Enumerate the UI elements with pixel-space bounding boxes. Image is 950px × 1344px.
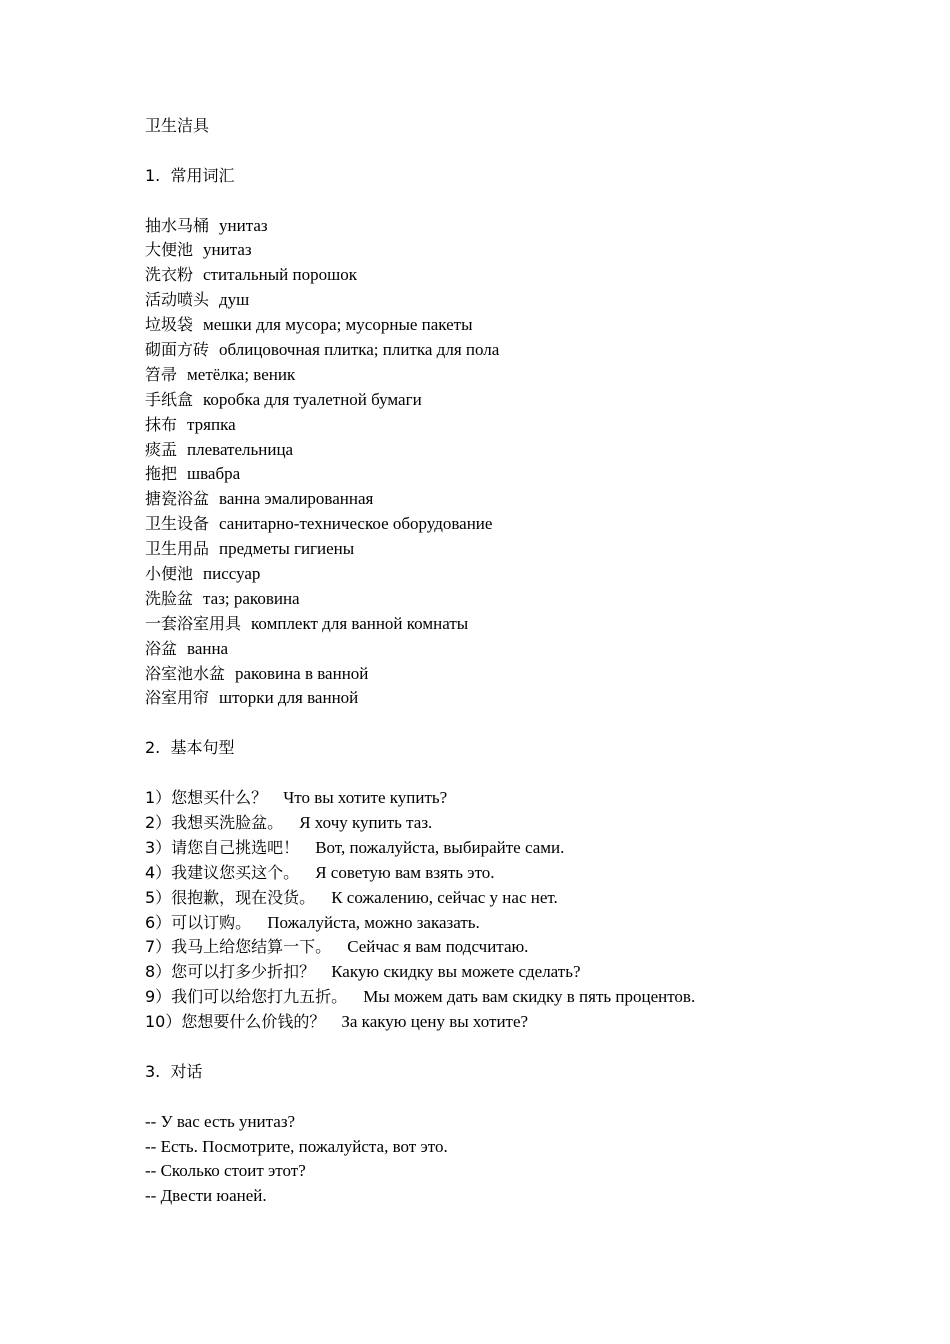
vocab-chinese: 笤帚 [145, 364, 178, 384]
sentence-item [145, 886, 905, 911]
dialogue-list [145, 1110, 905, 1210]
sentence-item [145, 911, 905, 936]
vocab-chinese: 小便池 [145, 564, 194, 584]
spacer [145, 761, 905, 786]
vocab-russian: предметы гигиены [219, 539, 355, 559]
vocab-chinese: 拖把 [145, 464, 178, 484]
vocab-item [145, 487, 905, 512]
vocab-item [145, 587, 905, 612]
vocab-russian: облицовочная плитка; плитка для пола [219, 340, 500, 360]
vocab-chinese: 浴室用帘 [145, 688, 210, 708]
spacer [145, 139, 905, 164]
sentence-russian: Вот, пожалуйста, выбирайте сами. [315, 837, 565, 857]
sentence-russian: Мы можем дать вам скидку в пять процентов. [363, 987, 696, 1007]
sentence-chinese: 2）我想买洗脸盆。 [145, 812, 284, 832]
sentence-list [145, 786, 905, 1035]
vocab-chinese: 手纸盒 [145, 389, 194, 409]
vocab-russian: таз; раковина [203, 588, 300, 608]
vocab-chinese: 搪瓷浴盆 [145, 489, 210, 509]
vocab-russian: писсуар [203, 564, 261, 584]
vocab-item [145, 313, 905, 338]
sentence-item [145, 1010, 905, 1035]
vocab-chinese: 洗衣粉 [145, 265, 194, 285]
section-heading-dialogue: 3. 对话 [145, 1061, 203, 1081]
spacer [145, 711, 905, 736]
vocab-russian: ванна эмалированная [219, 489, 374, 509]
vocab-russian: душ [219, 290, 250, 310]
vocab-item [145, 238, 905, 263]
section-heading-sentences: 2. 基本句型 [145, 738, 235, 758]
vocab-russian: мешки для мусора; мусорные пакеты [203, 315, 473, 335]
sentence-russian: Пожалуйста, можно заказать. [267, 912, 480, 932]
dialogue-line: -- Двести юаней. [145, 1186, 267, 1206]
vocab-item [145, 288, 905, 313]
vocab-item [145, 537, 905, 562]
sentence-item [145, 861, 905, 886]
vocab-russian: плевательница [187, 439, 294, 459]
vocab-item [145, 388, 905, 413]
document-title: 卫生洁具 [145, 116, 210, 135]
vocab-russian: ститальный порошок [203, 265, 357, 285]
sentence-russian: К сожалению, сейчас у нас нет. [331, 887, 558, 907]
sentence-chinese: 9）我们可以给您打九五折。 [145, 987, 348, 1007]
sentence-chinese: 1）您想买什么？ [145, 788, 268, 808]
spacer [145, 1035, 905, 1060]
dialogue-line: -- Есть. Посмотрите, пожалуйста, вот это. [145, 1136, 448, 1156]
vocab-chinese: 卫生设备 [145, 514, 210, 534]
sentence-item [145, 985, 905, 1010]
vocab-item [145, 363, 905, 388]
sentence-russian: Я хочу купить таз. [299, 812, 433, 832]
vocab-item [145, 462, 905, 487]
sentence-item [145, 935, 905, 960]
vocab-item [145, 438, 905, 463]
sentence-chinese: 3）请您自己挑选吧！ [145, 837, 300, 857]
vocab-chinese: 浴盆 [145, 638, 178, 658]
vocab-chinese: 抹布 [145, 414, 178, 434]
vocab-chinese: 痰盂 [145, 439, 178, 459]
sentence-item [145, 811, 905, 836]
vocab-russian: коробка для туалетной бумаги [203, 389, 422, 409]
vocab-item [145, 413, 905, 438]
vocab-chinese: 抽水马桶 [145, 215, 210, 235]
spacer [145, 1085, 905, 1110]
sentence-russian: Сейчас я вам подсчитаю. [347, 937, 529, 957]
section-heading-vocabulary: 1. 常用词汇 [145, 165, 235, 185]
sentence-russian: Какую скидку вы можете сделать? [331, 962, 581, 982]
vocab-russian: тряпка [187, 414, 236, 434]
sentence-item [145, 786, 905, 811]
sentence-russian: Я советую вам взять это. [315, 862, 495, 882]
vocab-russian: санитарно-техническое оборудование [219, 514, 493, 534]
vocab-item [145, 686, 905, 711]
vocab-chinese: 卫生用品 [145, 539, 210, 559]
vocab-item [145, 637, 905, 662]
vocab-russian: ванна [187, 638, 229, 658]
vocab-chinese: 垃圾袋 [145, 315, 194, 335]
vocab-item [145, 338, 905, 363]
vocab-item [145, 612, 905, 637]
vocab-russian: унитаз [219, 215, 268, 235]
vocab-chinese: 砌面方砖 [145, 340, 210, 360]
sentence-chinese: 10）您想要什么价钱的？ [145, 1012, 326, 1032]
sentence-chinese: 4）我建议您买这个。 [145, 862, 300, 882]
sentence-chinese: 7）我马上给您结算一下。 [145, 937, 332, 957]
vocab-chinese: 活动喷头 [145, 290, 210, 310]
vocab-russian: раковина в ванной [235, 663, 369, 683]
vocab-chinese: 一套浴室用具 [145, 613, 242, 633]
sentence-russian: За какую цену вы хотите? [341, 1012, 529, 1032]
vocab-item [145, 263, 905, 288]
dialogue-line: -- У вас есть унитаз? [145, 1111, 296, 1131]
sentence-item [145, 836, 905, 861]
vocab-chinese: 大便池 [145, 240, 194, 260]
vocab-item [145, 562, 905, 587]
document-page [145, 114, 905, 1209]
vocab-chinese: 浴室池水盆 [145, 663, 226, 683]
vocab-russian: шторки для ванной [219, 688, 359, 708]
vocab-item [145, 214, 905, 239]
dialogue-line: -- Сколько стоит этот? [145, 1161, 306, 1181]
vocab-item [145, 512, 905, 537]
vocab-item [145, 662, 905, 687]
vocabulary-list [145, 214, 905, 712]
vocab-russian: унитаз [203, 240, 252, 260]
spacer [145, 189, 905, 214]
vocab-russian: комплект для ванной комнаты [251, 613, 469, 633]
vocab-chinese: 洗脸盆 [145, 588, 194, 608]
sentence-chinese: 5）很抱歉，现在没货。 [145, 887, 316, 907]
sentence-chinese: 6）可以订购。 [145, 912, 252, 932]
sentence-item [145, 960, 905, 985]
sentence-russian: Что вы хотите купить? [283, 788, 448, 808]
vocab-russian: швабра [187, 464, 241, 484]
sentence-chinese: 8）您可以打多少折扣？ [145, 962, 316, 982]
vocab-russian: метёлка; веник [187, 364, 296, 384]
